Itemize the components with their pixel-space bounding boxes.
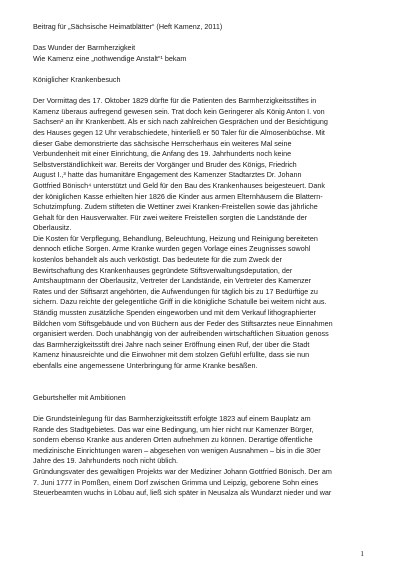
section-heading-1: Königlicher Krankenbesuch [33,74,121,84]
text-line: des Hauses gegen 12 Uhr verabschiedete, hinterließ er 50 Taler für die Almosenbüchse. Mit [33,127,325,137]
section1-paragraph-1 [33,96,367,234]
text-line: ebenfalls eine angemessene Unterbringung für arme Kranke besäßen. [33,361,258,370]
text-line: Steuerbeamten wuchs in Löbau auf, ließ sich später in Neusalza als Wundarzt nieder und war [33,488,332,498]
text-line: Selbstverständlichkeit war. Bereits der Vorgänger und Bruder des Königs, Friedrich [33,159,297,169]
text-line: 7. Juni 1777 in Pomßen, einem Dorf zwischen Grimma und Leipzig, geborene Sohn eines [33,477,319,487]
text-line: August I.,³ hatte das humanitäre Engagement des Kamenzer Stadtarztes Dr. Johann [33,170,302,180]
text-line: Rande des Stadtgebietes. Das war eine Bedingung, um hier nicht nur Kamenzer Bürger, [33,424,314,434]
text-line: der königlichen Kasse erhielten hier 1826 die Kinder aus armen Elternhäusern die Blattern- [33,191,323,201]
section1-paragraph-2 [33,234,367,372]
section2-paragraph-1 [33,414,367,467]
text-line: Kamenz überaus aufregend gewesen sein. Trat doch kein Geringerer als König Anton I. von [33,106,325,116]
text-line: sichern. Dazu reichte der gelegentliche Griff in die königliche Schatulle bei weitem nicht aus. [33,297,327,307]
text-line: Gehalt für den Hausverwalter. Für zwei weitere Freistellen sorgten die Landstände der [33,212,308,222]
text-line: organisiert werden. Doch unabhängig von der aufreibenden wirtschaftlichen Situation genoss [33,329,329,339]
article-title: Das Wunder der Barmherzigkeit [33,43,136,53]
text-line: Gründungsvater des gewaltigen Projekts war der Mediziner Johann Gottfried Bönisch. Der am [33,466,332,476]
text-line: Schutzimpfung. Zudem stifteten die Wettiner zwei Kranken-Freistellen sowie das jährliche [33,202,318,212]
text-line: Oberlausitz. [33,223,72,233]
section-heading-2: Geburtshelfer mit Ambitionen [33,392,126,402]
text-line: sondern ebenso Kranke aus anderen Orten aufnehmen zu können. Derartige öffentliche [33,435,313,445]
text-line: Ständig mussten zusätzliche Spenden eingeworben und mit dem Verkauf lithographierter [33,308,316,318]
text-line: Die Kosten für Verpflegung, Behandlung, Beleuchtung, Heizung und Reinigung bereiteten [33,233,318,243]
text-line: Jahre des 19. Jahrhunderts noch nicht üblich. [33,456,179,466]
text-line: Bildchen vom Stiftsgebäude und von Büchern aus der Feder des Stiftsarztes neue Einnahmen [33,318,333,328]
source-line: Beitrag für „Sächsische Heimatblätter“ (Heft Kamenz, 2011) [33,22,223,31]
article-subtitle: Wie Kamenz eine „nothwendige Anstalt“¹ bekam [33,53,187,63]
text-line: Die Grundsteinlegung für das Barmherzigkeitsstift erfolgte 1823 auf einem Bauplatz am [33,413,311,423]
text-line: Bewirtschaftung des Krankenhauses gegründete Stiftsverwaltungsdeputation, der [33,265,293,275]
text-line: kostenlos behandelt als auch verköstigt. Das bedeutete für die zum Zweck der [33,255,282,265]
text-line: dennoch etliche Sorgen. Arme Kranke wurden gegen Vorlage eines Zeugnisses sowohl [33,244,311,254]
text-line: medizinische Einrichtungen waren – abgesehen von wenigen Ausnahmen – bis in die 30er [33,445,321,455]
section2-paragraph-2 [33,467,367,499]
text-line: das Barmherzigkeitsstift drei Jahre nach seiner Eröffnung einen Ruf, der über die Stadt [33,339,310,349]
text-line: Gottfried Bönisch⁴ unterstützt und Geld für den Bau des Krankenhauses beigesteuert. Dank [33,180,325,190]
text-line: Sachsen² an ihr Krankenbett. Als er sich nach zahlreichen Gesprächen und der Besichtigung [33,117,328,127]
text-line: Amtshauptmann der Oberlausitz, Vertreter der Landstände, ein Vertreter des Kamenzer [33,276,312,286]
text-line: Verbundenheit mit einer Einrichtung, die Anfang des 19. Jahrhunderts noch keine [33,149,292,159]
page-number: 1 [360,549,364,558]
text-line: Kamenz hinausreichte und die Einwohner mit dem stolzen Gefühl erfüllte, dass sie nun [33,350,310,360]
text-line: Der Vormittag des 17. Oktober 1829 dürfte für die Patienten des Barmherzigkeitsstiftes in [33,96,317,106]
text-line: dieser Gabe demonstrierte das sächsische Herrscherhaus ein weiteres Mal seine [33,138,292,148]
text-line: Rates und der Stiftsarzt angehörten, die Aufwendungen für täglich bis zu 17 Bedürftige zu [33,286,318,296]
